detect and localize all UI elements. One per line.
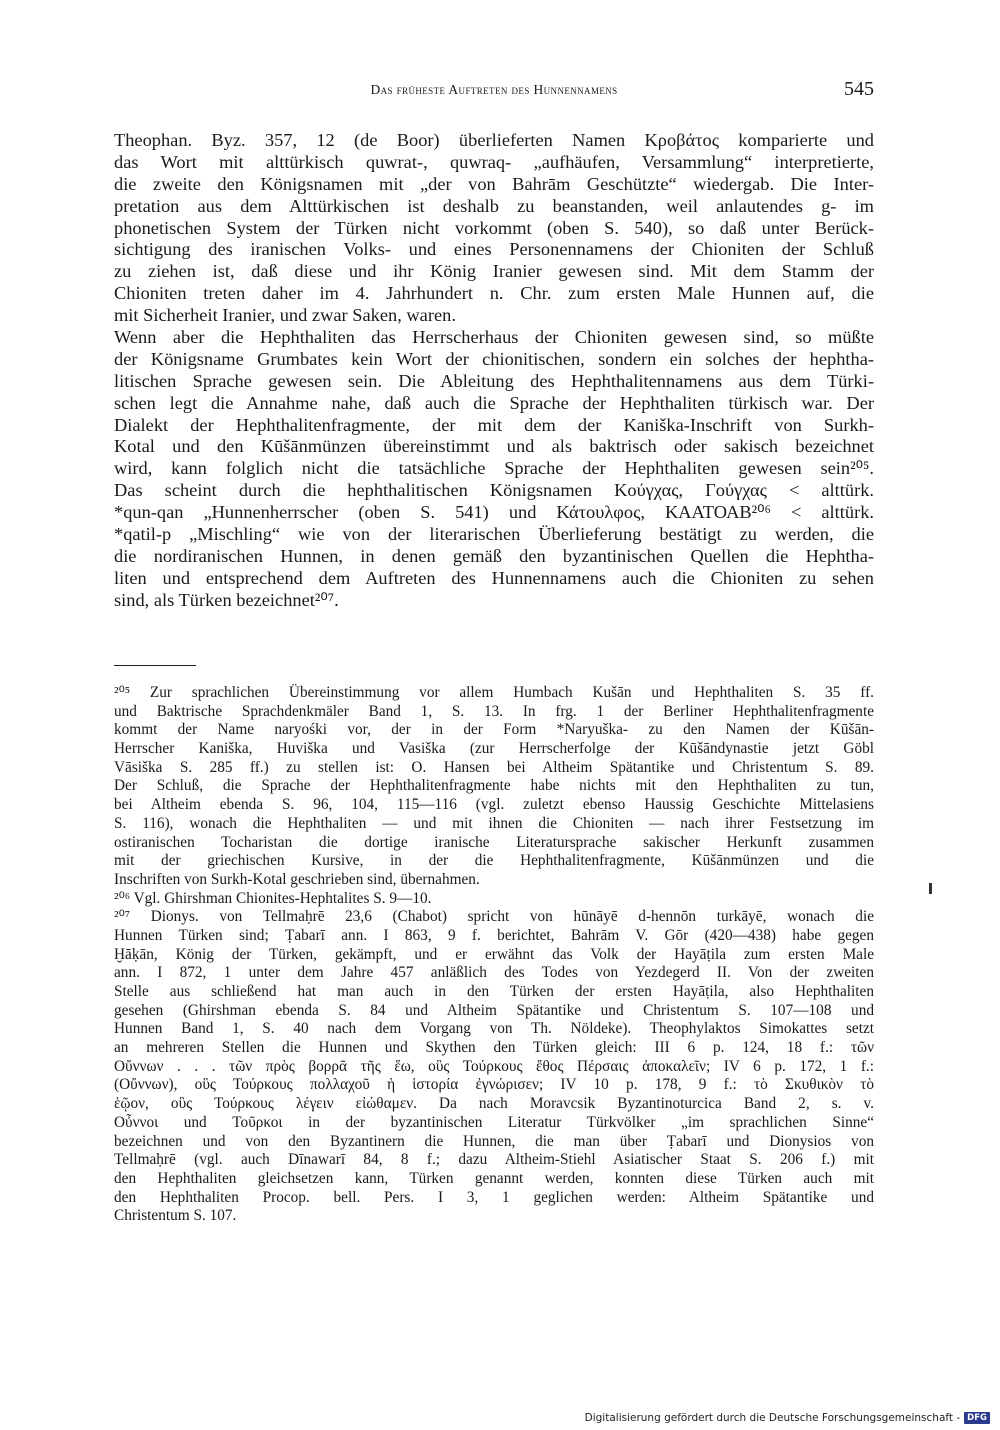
main-text <box>114 130 874 612</box>
footnote-line: mit der griechischen Kursive, in der die Hephthalitenfragmente, Kūšānmünzen und die <box>114 852 874 870</box>
footnote-line: Vāsiška S. 285 ff.) zu stellen ist: O. Hansen bei Altheim Spätantike und Christentum S. 89. <box>114 758 874 776</box>
scan-speck <box>929 883 932 894</box>
text-line: litischen Sprache gewesen sein. Die Ableitung des Hephthalitennamens aus dem Türki- <box>114 370 874 391</box>
footnote-line: Hunnen Band 1, S. 40 nach dem Vorgang von Th. Nöldeke). Theophylaktos Simokattes setzt <box>114 1020 874 1038</box>
text-line: Kotal und den Kūšānmünzen übereinstimmt und als baktrisch oder sakisch bezeichnet <box>114 436 874 457</box>
footnote-line: den Hephthaliten Procop. bell. Pers. I 3, 1 geglichen werden: Altheim Spätantike und <box>114 1188 874 1206</box>
footnote-line: an mehreren Stellen die Hunnen und Skythen den Türken gleich: III 6 p. 124, 18 f.: τῶν <box>114 1039 874 1057</box>
text-line: *qatil-p „Mischling“ wie von der literarischen Überlieferung bestätigt zu werden, die <box>114 524 874 545</box>
footnote-line: (Οὔννων), οὓς Τούρκους πολλαχοῦ ἡ ἱστορία ἐγνώρισεν; IV 10 p. 178, 9 f.: τὸ Σκυθικὸν τὸ <box>114 1076 874 1094</box>
footnote-line: ²⁰⁵ Zur sprachlichen Übereinstimmung vor allem Humbach Kušān und Hephthaliten S. 35 ff. <box>114 684 874 701</box>
running-title: Das früheste Auftreten des Hunnennamens <box>370 82 618 97</box>
text-line: das Wort mit alttürkisch quwrat-, quwraq- „aufhäufen, Versammlung“ interpretierte, <box>114 151 874 172</box>
footnote-line: ²⁰⁶ Vgl. Ghirshman Chionites-Hephtalites S. 9—10. <box>114 889 432 907</box>
footnote-line: Der Schluß, die Sprache der Hephthalitenfragmente habe nichts mit den Hephthaliten zu tun, <box>114 777 874 795</box>
footnote-line: ²⁰⁷ Dionys. von Tellmaḥrē 23,6 (Chabot) spricht von hūnāyē d-hennōn turkāyē, wonach die <box>114 908 874 926</box>
footnote-line: Οὖννοι und Τοῦρκοι in der byzantinischen Literatur Türkvölker „im sprachlichen Sinne“ <box>114 1113 874 1131</box>
footnote-line: Stelle aus schließend hat man auch in den Türken der ersten Hayāṭila, also Hephthaliten <box>114 983 874 1000</box>
text-line: der Königsname Grumbates kein Wort der chionitischen, sondern ein solches der hephtha- <box>114 348 874 369</box>
footnotes <box>114 684 874 1226</box>
footnote-separator <box>114 665 196 666</box>
footnote-line: ostiranischen Tocharistan die dortige iranische Literatursprache sakischer Herkunft zusammen <box>114 833 874 851</box>
footnote-line: Οὔννων . . . τῶν πρὸς βορρᾶ τῆς ἕω, οὓς Τούρκους ἔθος Πέρσαις ἀποκαλεῖν; IV 6 p. 172, 1 f.: <box>114 1057 874 1075</box>
footnote-line: Inschriften von Surkh-Kotal geschrieben sind, übernahmen. <box>114 870 480 888</box>
text-line: Chioniten treten daher im 4. Jahrhundert n. Chr. zum ersten Male Hunnen auf, die <box>114 283 874 304</box>
text-line: zu ziehen ist, daß diese und ihr König Iranier gewesen sind. Mit dem Stamm der <box>114 261 874 282</box>
text-line: phonetischen System der Türken nicht vorkommt (oben S. 540), so daß unter Berück- <box>114 217 874 238</box>
credit-text: Digitalisierung gefördert durch die Deutsche Forschungsgemeinschaft - <box>584 1412 961 1424</box>
text-line: sind, als Türken bezeichnet²⁰⁷. <box>114 589 339 610</box>
text-line: Theophan. Byz. 357, 12 (de Boor) überlieferten Namen Κροβάτος komparierte und <box>114 130 874 150</box>
text-line: die nordiranischen Hunnen, in denen gemäß den byzantinischen Quellen die Hephtha- <box>114 545 874 566</box>
text-line: Das scheint durch die hephthalitischen Königsnamen Κούγχας, Γούγχας < alttürk. <box>114 480 874 501</box>
text-line: Dialekt der Hephthalitenfragmente, der mit dem der Kaniška-Inschrift von Surkh- <box>114 414 874 435</box>
dfg-logo: DFG <box>964 1412 990 1424</box>
footnote-line: Herrscher Kaniška, Huviška und Vasiška (zur Herrscherfolge der Kūšāndynastie jetzt Göbl <box>114 740 874 758</box>
footnote-line: und Baktrische Sprachdenkmäler Band 1, S. 13. In frg. 1 der Berliner Hephthalitenfragmente <box>114 702 874 720</box>
text-line: Wenn aber die Hephthaliten das Herrscherhaus der Chioniten gewesen sind, so müßte <box>114 327 874 348</box>
footnote-line: kommt der Name naryośki vor, der in der Form *Naryuška- zu den Namen der Kūšān- <box>114 721 874 739</box>
footnote-line: S. 116), wonach die Hephthaliten — und mit ihnen die Chioniten — nach ihrer Festsetzung im <box>114 814 874 832</box>
footnote-line: gesehen (Ghirshman ebenda S. 84 und Altheim Spätantike und Christentum S. 107—108 und <box>114 1001 874 1019</box>
footnote-line: bei Altheim ebenda S. 96, 104, 115—116 (vgl. zuletzt ebenso Haussig Geschichte Mittelasiens <box>114 796 874 814</box>
footnote-line: ann. I 872, 1 unter dem Jahre 457 anläßlich des Todes von Yezdegerd II. Von der zweiten <box>114 964 874 982</box>
footnote-line: den Hephthaliten gleichsetzen kann, Türken genannt werden, konnten diese Türken auch mit <box>114 1169 874 1187</box>
page-number: 545 <box>844 78 874 100</box>
text-line: *qun-qan „Hunnenherrscher (oben S. 541) und Κάτουλφος, ΚΑΑΤΟΑΒ²⁰⁶ < alttürk. <box>114 502 874 523</box>
text-line: pretation aus dem Alttürkischen ist deshalb zu beanstanden, weil anlautendes g- im <box>114 195 874 216</box>
text-line: liten und entsprechend dem Auftreten des Hunnennamens auch die Chioniten zu sehen <box>114 567 874 588</box>
digitization-credit <box>585 1412 990 1424</box>
text-line: wird, kann folglich nicht die tatsächliche Sprache der Hephthaliten gewesen sein²⁰⁵. <box>114 458 874 479</box>
text-line: schen legt die Annahme nahe, daß auch die Sprache der Hephthaliten türkisch war. Der <box>114 392 874 413</box>
text-line: mit Sicherheit Iranier, und zwar Saken, waren. <box>114 305 456 326</box>
footnote-line: bezeichnen und von den Byzantinern die Hunnen, die man über Ṭabarī und Dionysios von <box>114 1132 874 1150</box>
footnote-line: Ḫāḳān, König der Türken, gekämpft, und er erwähnt das Volk der Hayāṭila zum ersten Male <box>114 945 874 963</box>
text-line: sichtigung des iranischen Volks- und eines Personennamens der Chioniten der Schluß <box>114 239 874 260</box>
text-line: die zweite den Königsnamen mit „der von Bahrām Geschützte“ wiedergab. Die Inter- <box>114 173 874 194</box>
running-header <box>114 78 874 106</box>
footnote-line: Tellmaḥrē (vgl. auch Dīnawarī 84, 8 f.; dazu Altheim-Stiehl Asiatischer Staat S. 206 f.) mit <box>114 1151 874 1169</box>
footnote-line: ἑῷον, οὓς Τούρκους λέγειν εἰώθαμεν. Da nach Moravcsik Byzantinoturcica Band 2, s. v. <box>114 1095 874 1113</box>
footnote-line: Christentum S. 107. <box>114 1207 237 1225</box>
footnote-line: Hunnen Türken sind; Ṭabarī ann. I 863, 9 f. berichtet, Bahrām V. Gōr (420—438) habe gegen <box>114 926 874 944</box>
